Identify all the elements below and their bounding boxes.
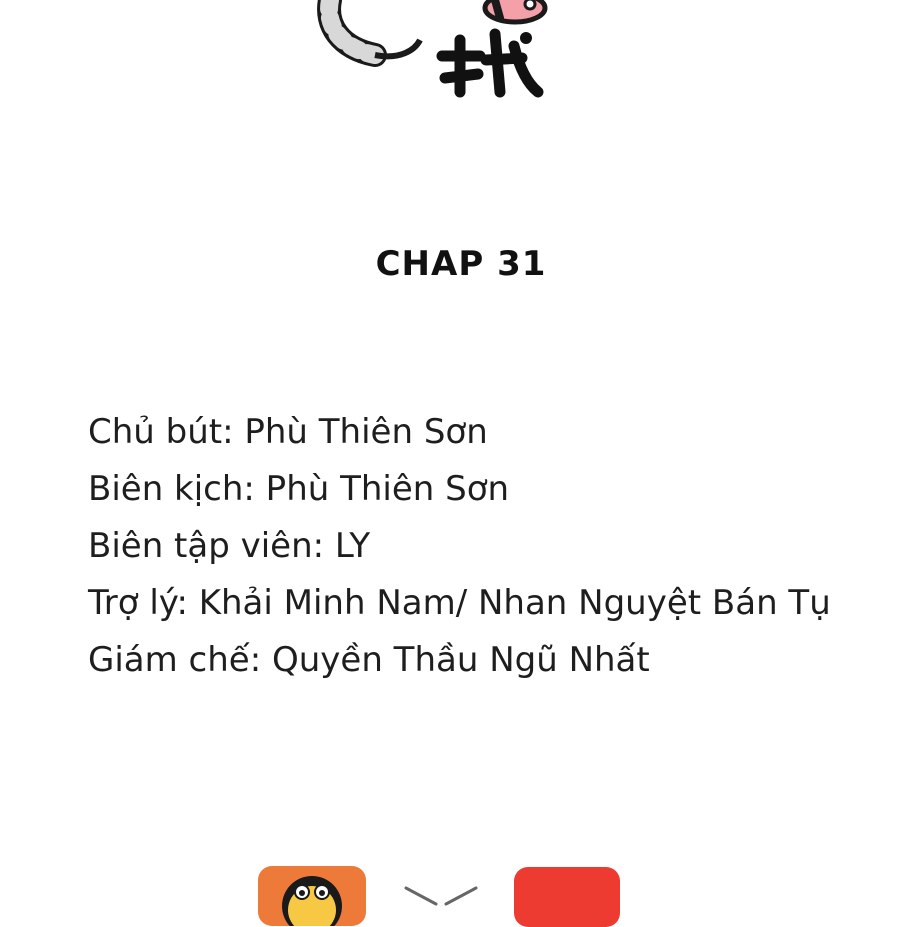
cross-icon — [404, 886, 478, 906]
publisher-logo-icon — [258, 866, 366, 926]
panda-tail-logo-icon — [300, 0, 560, 110]
chinese-glyph-icon — [442, 32, 538, 92]
credit-supervisor: Giám chế: Quyền Thầu Ngũ Nhất — [88, 640, 650, 680]
credits-list — [88, 404, 831, 689]
partner-badges — [0, 860, 900, 900]
credit-assistants: Trợ lý: Khải Minh Nam/ Nhan Nguyệt Bán Tụ — [88, 583, 831, 623]
credit-scriptwriter: Biên kịch: Phù Thiên Sơn — [88, 469, 510, 509]
credit-chief-writer: Chủ bút: Phù Thiên Sơn — [88, 412, 488, 452]
chapter-title: CHAP 31 — [375, 244, 547, 284]
platform-logo-icon — [514, 867, 620, 927]
credit-editor: Biên tập viên: LY — [88, 526, 371, 566]
